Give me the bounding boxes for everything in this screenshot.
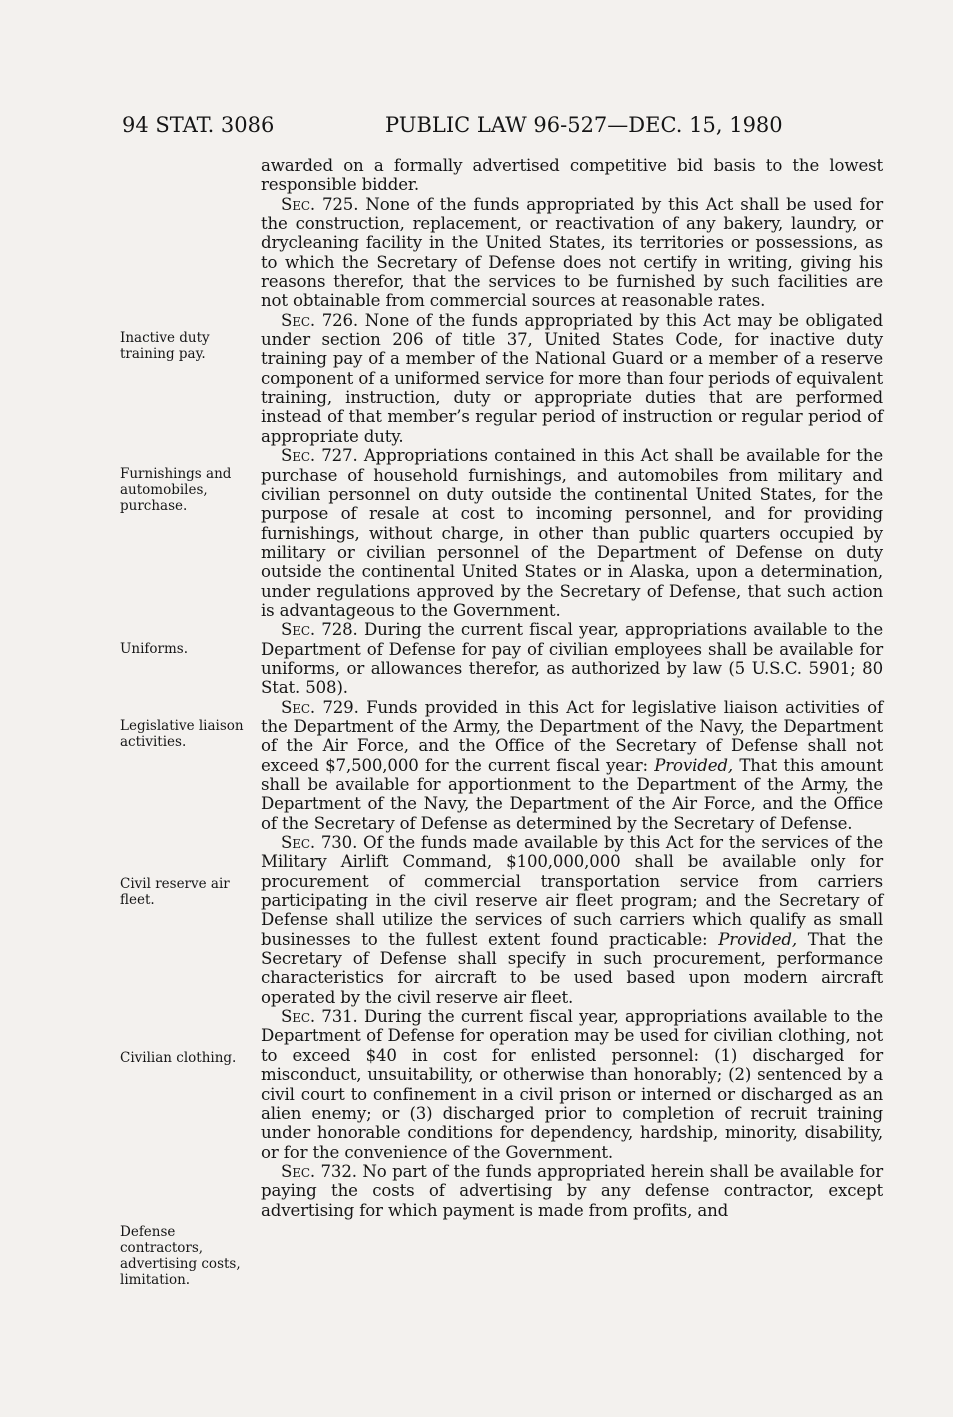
section-text: During the current fiscal year, appropriations available to the Department of Defense for operation may be used for civilian clothing, not to exceed $40 in cost for enlisted personnel: (1) discharged for misconduct, unsuitability, or otherwise than honorably; (2) sentenced by a civil court to confinement in a civil prison or interned or discharged as an alien enemy; or (3) discharged prior to completion of recruit training under honorable conditions for dependency, hardship, minority, disability, or for the convenience of the Government. <box>261 1007 883 1162</box>
section-label: Sec. <box>281 310 315 330</box>
section-label: Sec. <box>281 1007 315 1027</box>
section-732 <box>261 1162 883 1220</box>
section-text: None of the funds appropriated by this Act may be obligated under section 206 of title 37, United States Code, for inactive duty training pay of a member of the National Guard or a member of a reserve component of a uniformed service for more than four periods of equivalent training, instruction, duty or appropriate duties that are performed instead of that member’s regular period of instruction or regular period of appropriate duty. <box>261 310 883 446</box>
section-text: No part of the funds appropriated herein shall be available for paying the costs of advertising by any defense contractor, except advertising for which payment is made from profits, and <box>261 1161 883 1220</box>
public-law-citation: PUBLIC LAW 96-527—DEC. 15, 1980 <box>385 113 783 137</box>
margin-note-civil-reserve-air-fleet: Civil reserve air fleet. <box>120 876 230 908</box>
section-number: 728. <box>314 620 364 640</box>
section-726 <box>261 311 883 446</box>
section-text-continued: That the Secretary of Defense shall specify in such procurement, performance characteristics for aircraft to be used based upon modern aircraft operated by the civil reserve air fleet. <box>261 929 883 1007</box>
section-text: None of the funds appropriated by this Act shall be used for the construction, replacement, or reactivation of any bakery, laundry, or drycleaning facility in the United States, its territories or possessions, as to which the Secretary of Defense does not certify in writing, giving his reasons therefor, that the services to be furnished by such facilities are not obtainable from commercial sources at reasonable rates. <box>261 194 883 311</box>
section-label: Sec. <box>281 194 315 214</box>
section-number: 731. <box>314 1007 364 1027</box>
section-725 <box>261 195 883 311</box>
section-number: 729. <box>314 697 367 717</box>
statute-body <box>261 156 883 1220</box>
section-label: Sec. <box>281 697 315 717</box>
proviso-italic: Provided, <box>654 755 734 775</box>
section-number: 732. <box>314 1161 363 1181</box>
section-number: 730. <box>314 833 364 853</box>
section-727 <box>261 446 883 620</box>
margin-note-legislative-liaison: Legislative liaison activities. <box>120 718 244 750</box>
section-text: Funds provided in this Act for legislative liaison activities of the Department of the Army, the Department of the Navy, the Department of the Air Force, and the Office of the Secretary of Defense shall not exceed $7,500,000 for the current fiscal year: <box>261 697 883 775</box>
section-number: 727. <box>314 446 364 466</box>
section-text-continued: That this amount shall be available for apportionment to the Department of the Army, the Department of the Navy, the Department of the Air Force, and the Office of the Secretary of Defense as determined by the Secretary of Defense. <box>261 755 883 833</box>
section-number: 725. <box>314 194 366 214</box>
continuation-paragraph: awarded on a formally advertised competitive bid basis to the lowest responsible bidder. <box>261 156 883 195</box>
margin-note-uniforms: Uniforms. <box>120 641 188 657</box>
section-label: Sec. <box>281 620 315 640</box>
section-728 <box>261 620 883 697</box>
section-label: Sec. <box>281 833 315 853</box>
section-731 <box>261 1007 883 1162</box>
margin-note-furnishings: Furnishings and automobiles, purchase. <box>120 466 232 514</box>
margin-note-defense-contractors: Defense contractors, advertising costs, limitation. <box>120 1224 241 1288</box>
section-730 <box>261 833 883 1007</box>
statute-page-reference: 94 STAT. 3086 <box>122 113 275 137</box>
section-number: 726. <box>314 310 365 330</box>
proviso-italic: Provided, <box>718 929 798 949</box>
margin-note-civilian-clothing: Civilian clothing. <box>120 1050 237 1066</box>
section-text: Appropriations contained in this Act shall be available for the purchase of household furnishings, and automobiles from military and civilian personnel on duty outside the continental United States, for the purpose of resale at cost to incoming personnel, and for providing furnishings, without charge, in other than public quarters occupied by military or civilian personnel of the Department of Defense on duty outside the continental United States or in Alaska, upon a determination, under regulations approved by the Secretary of Defense, that such action is advantageous to the Government. <box>261 446 883 620</box>
section-label: Sec. <box>281 446 315 466</box>
margin-note-inactive-duty: Inactive duty training pay. <box>120 330 210 362</box>
section-text: Of the funds made available by this Act for the services of the Military Airlift Command, $100,000,000 shall be available only for procurement of commercial transportation service from carriers participating in the civil reserve air fleet program; and the Secretary of Defense shall utilize the services of such carriers which qualify as small businesses to the fullest extent found practicable: <box>261 833 883 949</box>
section-text: During the current fiscal year, appropriations available to the Department of Defense for pay of civilian employees shall be available for uniforms, or allowances therefor, as authorized by law (5 U.S.C. 5901; 80 Stat. 508). <box>261 620 883 698</box>
section-label: Sec. <box>281 1161 315 1181</box>
section-729 <box>261 698 883 833</box>
